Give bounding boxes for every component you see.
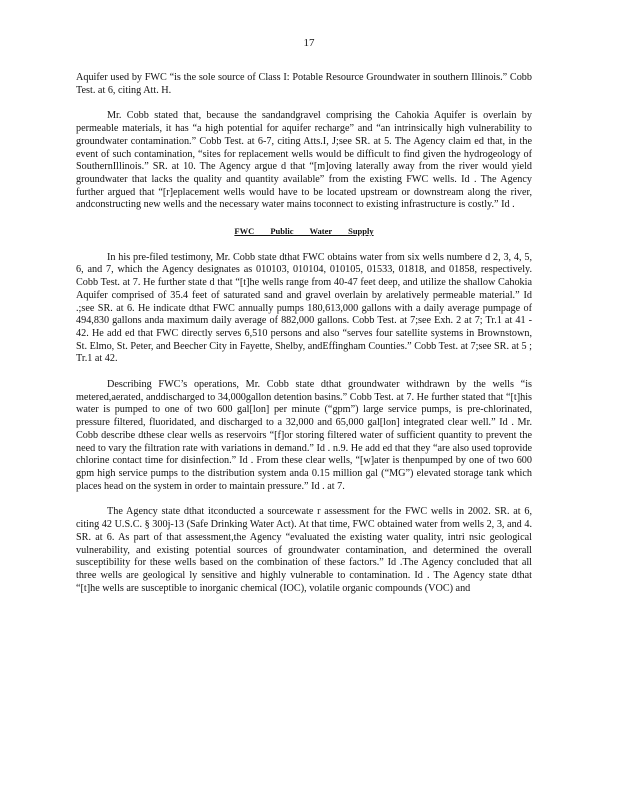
paragraph-5: The Agency state dthat itconducted a sourcewate r assessment for the FWC wells in 2002. SR. at 6, citing 42 U.S.C. § 300j-13 (Safe Drinking Water Act). At that time, FWC obtained water from wells 2, 3, and 4. SR. at 6. As part of that assessment,the Agency “evaluated the existing water quality, intri nsic geological vulnerability, and existing potential sources of groundwater contamination, and determined the overall susceptibility for these wells based on the combination of these factors.” Id .The Agency concluded that all three wells are geological ly sensitive and highly vulnerable to contamination. Id . The Agency state dthat “[t]he wells are susceptible to inorganic chemical (IOC), volatile organic compounds (VOC) and	[76, 506, 532, 594]
page-number: 17	[303, 37, 315, 49]
paragraph-4: Describing FWC’s operations, Mr. Cobb state dthat groundwater withdrawn by the wells “is metered,aerated, anddischarged to 34,000gallon detention basins.” Cobb Test. at 7. He further stated that “[t]his water is pumped to one of two 600 gal[lon] per minute (“gpm”) large service pumps, is pre-chlorinated, pressure filtered, fluoridated, and discharged to a 32,000 and 65,000 gal[lon] integrated clear well.” Id . Mr. Cobb describe dthese clear wells as reservoirs “[f]or storing filtered water of sufficient quantity to prevent the need to vary the filtration rate with variations in demand.” Id . n.9. He add ed that they “are also used toprovide chlorine contact time for disinfection.” Id . From these clear wells, “[w]ater is thenpumped by one of two 600 gpm high service pumps to the distribution system anda 0.15 million gal (“MG”) elevated storage tank which places head on the system in order to maintain pressure.” Id . at 7.	[76, 379, 532, 492]
document-body	[76, 72, 532, 608]
paragraph-2: Mr. Cobb stated that, because the sandandgravel comprising the Cahokia Aquifer is overlain by permeable materials, it has “a high potential for aquifer recharge” and “an intrinsically high vulnerability to groundwater contamination.” Cobb Test. at 6-7, citing Atts.I, J;see SR. at 5. The Agency claim ed that, in the event of such contamination, “sites for replacement wells would be difficult to find given the hydrogeology of SouthernIllinois.” SR. at 10. The Agency argue d that “[m]oving laterally away from the river would yield groundwater that lacks the quality and quantity available” from the existing FWC wells. Id . The Agency further argued that “[r]eplacement wells would have to be located upstream or downstream along the river, andconstructing new wells and the necessary water mains toconnect to existing infrastructure is costly.” Id .	[76, 110, 532, 211]
paragraph-3: In his pre-filed testimony, Mr. Cobb state dthat FWC obtains water from six wells numbere d 2, 3, 4, 5, 6, and 7, which the Agency designates as 010103, 010104, 010105, 01533, 01818, and 01858, respectively. Cobb Test. at 7. He further state d that “[t]he wells range from 40-47 feet deep, and utilize the shallow Cahokia Aquifer comprised of 35.4 feet of saturated sand and gravel overlain by arelatively permeable material.” Id .;see SR. at 6. He indicate dthat FWC annually pumps 180,613,000 gallons with a daily average pumpage of 494,830 gallons anda maximum daily average of 882,000 gallons. Cobb Test. at 7;see Exh. 2 at 7; Tr.1 at 41 - 42. He add ed that FWC directly serves 6,510 persons and also “serves four satellite systems in Brownstown, St. Elmo, St. Peter, and Beecher City in Fayette, Shelby, andEffingham Counties.” Cobb Test. at 7;see SR. at 5 ; Tr.1 at 42.	[76, 251, 532, 365]
section-heading: FWC Public Water Supply	[234, 226, 374, 237]
paragraph-1: Aquifer used by FWC “is the sole source of Class I: Potable Resource Groundwater in southern Illinois.” Cobb Test. at 6, citing Att. H.	[76, 72, 532, 96]
